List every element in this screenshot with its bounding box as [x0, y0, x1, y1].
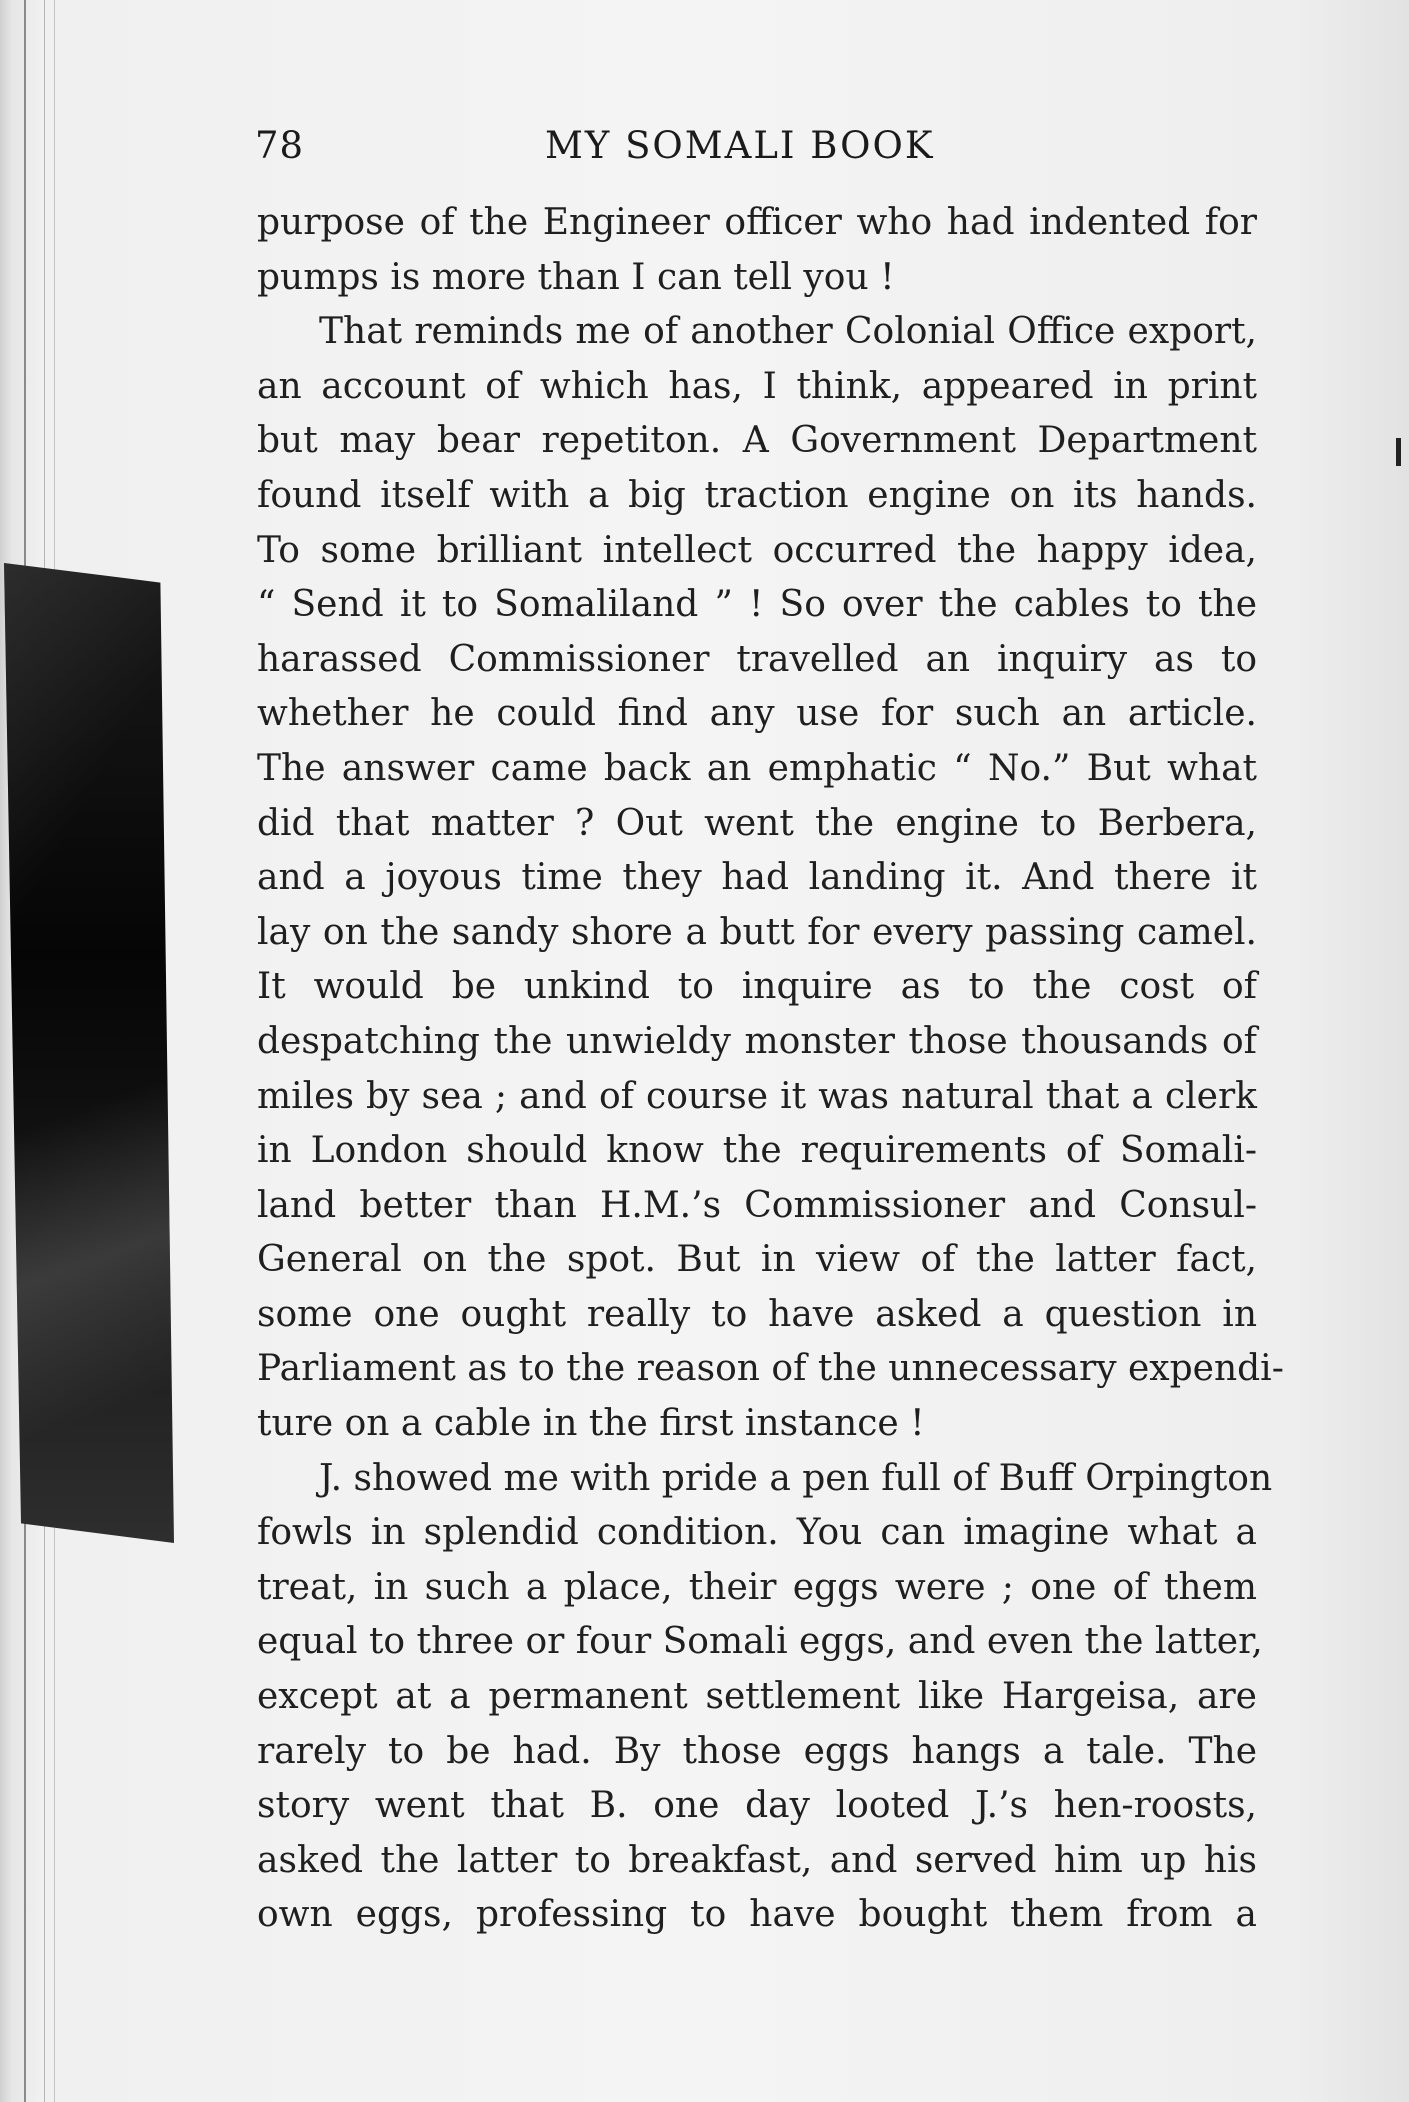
- text-line: found itself with a big traction engine on its hands.: [257, 474, 1257, 516]
- text-line: purpose of the Engineer officer who had indented for: [257, 202, 1257, 243]
- text-line: The answer came back an emphatic “ No.” But what: [257, 747, 1257, 789]
- text-line: miles by sea ; and of course it was natural that a clerk: [257, 1075, 1257, 1117]
- text-line: whether he could find any use for such an article.: [257, 693, 1257, 735]
- text-line: an account of which has, I think, appeared in print: [257, 365, 1257, 407]
- body-text: [257, 196, 1284, 1943]
- text-line: asked the latter to breakfast, and served him up his: [257, 1839, 1257, 1881]
- text-line: Parliament as to the reason of the unnecessary expendi-: [257, 1348, 1284, 1390]
- text-line: J. showed me with pride a pen full of Buff Orpington: [319, 1457, 1273, 1499]
- text-line: land better than H.M.’s Commissioner and Consul-: [257, 1184, 1257, 1226]
- text-line: harassed Commissioner travelled an inquiry as to: [257, 638, 1257, 680]
- text-line: story went that B. one day looted J.’s hen-roosts,: [257, 1785, 1257, 1827]
- text-line: own eggs, professing to have bought them from a: [257, 1894, 1257, 1936]
- text-line: That reminds me of another Colonial Office export,: [319, 311, 1257, 353]
- edge-mark: [1396, 438, 1401, 466]
- text-line: To some brilliant intellect occurred the happy idea,: [257, 529, 1257, 571]
- text-line: despatching the unwieldy monster those thousands of: [257, 1020, 1257, 1062]
- text-line: pumps is more than I can tell you !: [257, 256, 895, 298]
- text-line: lay on the sandy shore a butt for every passing camel.: [257, 911, 1257, 953]
- text-line: ture on a cable in the first instance !: [257, 1403, 925, 1445]
- text-line: equal to three or four Somali eggs, and even the latter,: [257, 1621, 1263, 1663]
- text-line: It would be unkind to inquire as to the cost of: [257, 966, 1257, 1008]
- text-line: but may bear repetiton. A Government Department: [257, 420, 1257, 462]
- book-title: MY SOMALI BOOK: [545, 124, 935, 167]
- text-line: in London should know the requirements of Somali-: [257, 1130, 1257, 1172]
- dark-paper-strip: [4, 563, 174, 1543]
- text-line: did that matter ? Out went the engine to Berbera,: [257, 802, 1257, 844]
- text-line: General on the spot. But in view of the latter fact,: [257, 1239, 1257, 1281]
- text-line: fowls in splendid condition. You can imagine what a: [257, 1512, 1257, 1554]
- text-line: and a joyous time they had landing it. And there it: [257, 857, 1257, 899]
- text-line: “ Send it to Somaliland ” ! So over the cables to the: [257, 584, 1257, 626]
- text-line: treat, in such a place, their eggs were ; one of them: [257, 1566, 1257, 1608]
- page-number: 78: [255, 124, 305, 167]
- text-line: except at a permanent settlement like Hargeisa, are: [257, 1676, 1257, 1718]
- text-line: rarely to be had. By those eggs hangs a tale. The: [257, 1730, 1257, 1772]
- running-head: [255, 124, 1255, 174]
- text-line: some one ought really to have asked a question in: [257, 1293, 1257, 1335]
